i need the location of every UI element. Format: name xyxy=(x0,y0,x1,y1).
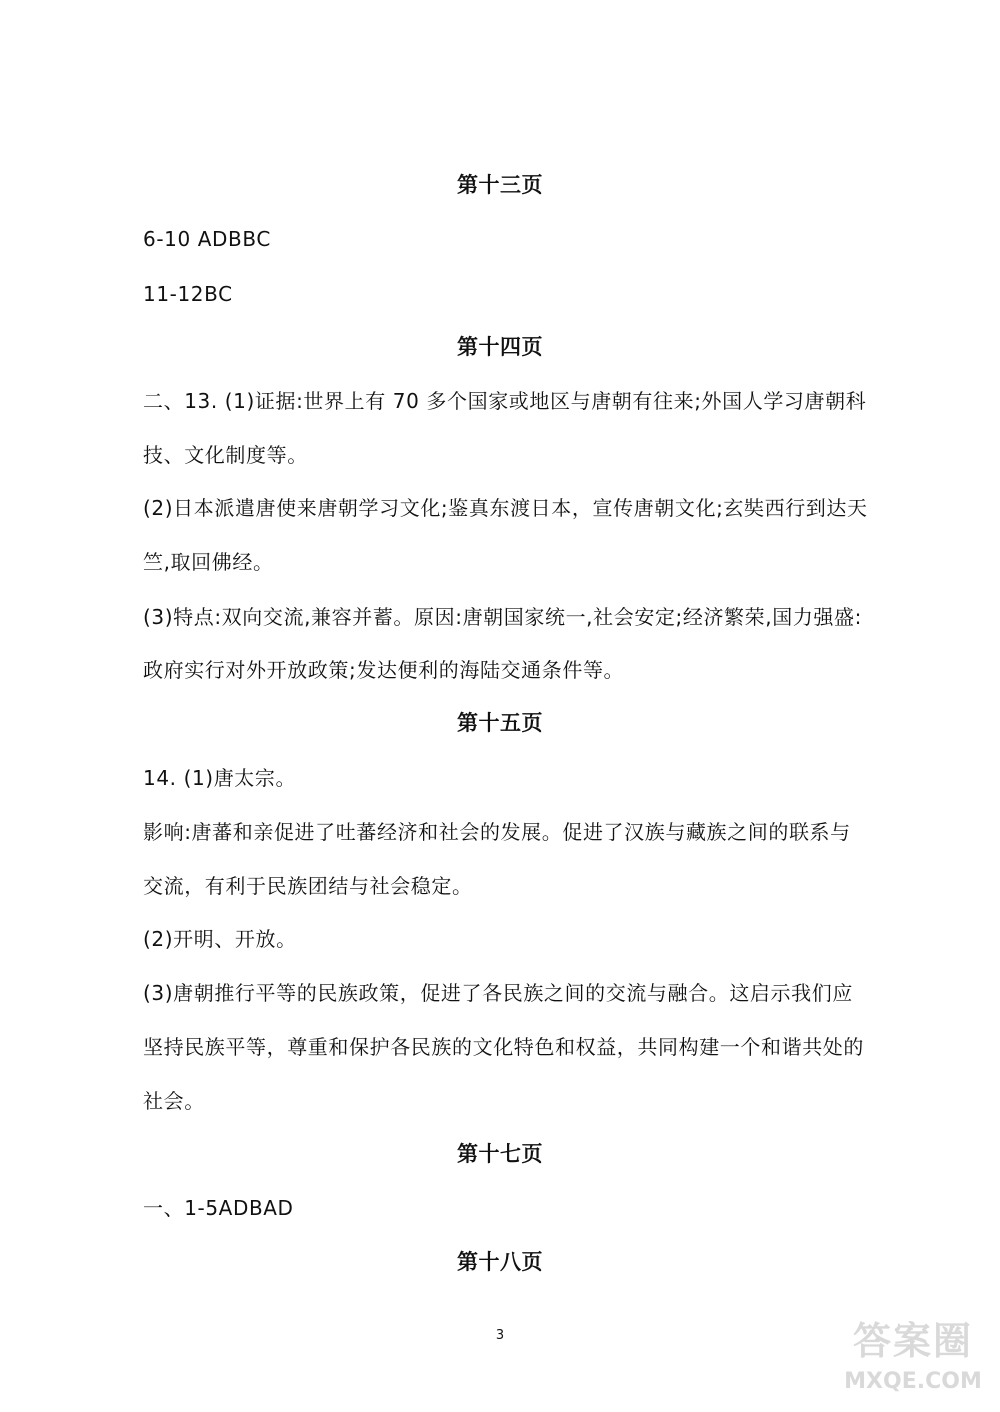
answer-line: (2)日本派遣唐使来唐朝学习文化;鉴真东渡日本，宣传唐朝文化;玄奘西行到达天 xyxy=(143,496,868,520)
answer-line: 一、1-5ADBAD xyxy=(143,1196,294,1220)
section-heading: 第十七页 xyxy=(457,1142,543,1166)
section-heading: 第十三页 xyxy=(457,173,543,197)
answer-line: 影响:唐蕃和亲促进了吐蕃经济和社会的发展。促进了汉族与藏族之间的联系与 xyxy=(143,820,851,844)
answer-line: 竺,取回佛经。 xyxy=(143,550,274,574)
answer-line: 6-10 ADBBC xyxy=(143,227,271,251)
answer-line: 技、文化制度等。 xyxy=(143,443,308,467)
answer-line: 11-12BC xyxy=(143,282,233,306)
answer-line: 14. (1)唐太宗。 xyxy=(143,766,297,790)
answer-line: (2)开明、开放。 xyxy=(143,927,297,951)
answer-line: (3)唐朝推行平等的民族政策，促进了各民族之间的交流与融合。这启示我们应 xyxy=(143,981,853,1005)
section-heading: 第十八页 xyxy=(457,1250,543,1274)
answer-line: 坚持民族平等，尊重和保护各民族的文化特色和权益，共同构建一个和谐共处的 xyxy=(143,1035,864,1059)
answer-line: 交流，有利于民族团结与社会稳定。 xyxy=(143,874,473,898)
watermark-logo xyxy=(838,1318,988,1400)
section-heading: 第十四页 xyxy=(457,335,543,359)
answer-line: (3)特点:双向交流,兼容并蓄。原因:唐朝国家统一,社会安定;经济繁荣,国力强盛: xyxy=(143,605,862,629)
answer-line: 社会。 xyxy=(143,1089,205,1113)
page-number: 3 xyxy=(495,1328,505,1343)
answer-line: 二、13. (1)证据:世界上有 70 多个国家或地区与唐朝有往来;外国人学习唐朝科 xyxy=(143,389,867,413)
watermark-url: MXQE.COM xyxy=(844,1369,982,1394)
answer-line: 政府实行对外开放政策;发达便利的海陆交通条件等。 xyxy=(143,658,625,682)
watermark-title: 答案圈 xyxy=(852,1319,973,1363)
section-heading: 第十五页 xyxy=(457,711,543,735)
